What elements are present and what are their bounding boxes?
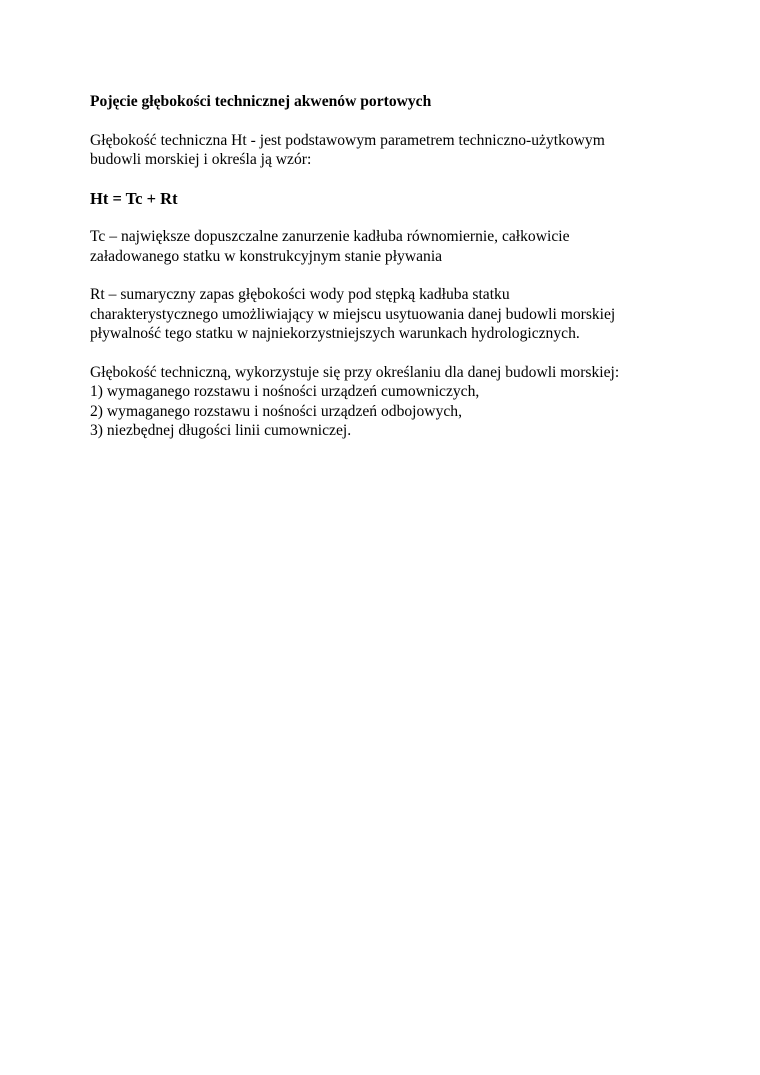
rt-definition-paragraph [90,285,680,344]
intro-line: budowli morskiej i określa ją wzór: [90,151,312,168]
usage-list-item: 1) wymaganego rozstawu i nośności urządzeń cumowniczych, [90,383,480,400]
usage-list-item: 2) wymaganego rozstawu i nośności urządzeń odbojowych, [90,402,462,420]
document-body [90,92,680,460]
rt-definition-line: charakterystycznego umożliwiający w miejscu usytuowania danej budowli morskiej [90,305,616,323]
usage-paragraph [90,363,680,441]
intro-line: Głębokość techniczna Ht - jest podstawowym parametrem techniczno-użytkowym [90,131,605,149]
formula: Ht = Tc + Rt [90,188,178,208]
usage-list-item: 3) niezbędnej długości linii cumowniczej. [90,422,352,439]
rt-definition-line: Rt – sumaryczny zapas głębokości wody pod stępką kadłuba statku [90,286,510,303]
usage-intro: Głębokość techniczną, wykorzystuje się przy określaniu dla danej budowli morskiej: [90,363,620,381]
intro-paragraph [90,131,680,170]
tc-definition-line: Tc – największe dopuszczalne zanurzenie kadłuba równomiernie, całkowicie [90,228,570,245]
tc-definition-paragraph [90,227,680,266]
rt-definition-line: pływalność tego statku w najniekorzystniejszych warunkach hydrologicznych. [90,325,580,342]
tc-definition-line: załadowanego statku w konstrukcyjnym stanie pływania [90,247,443,265]
document-title: Pojęcie głębokości technicznej akwenów portowych [90,93,432,110]
